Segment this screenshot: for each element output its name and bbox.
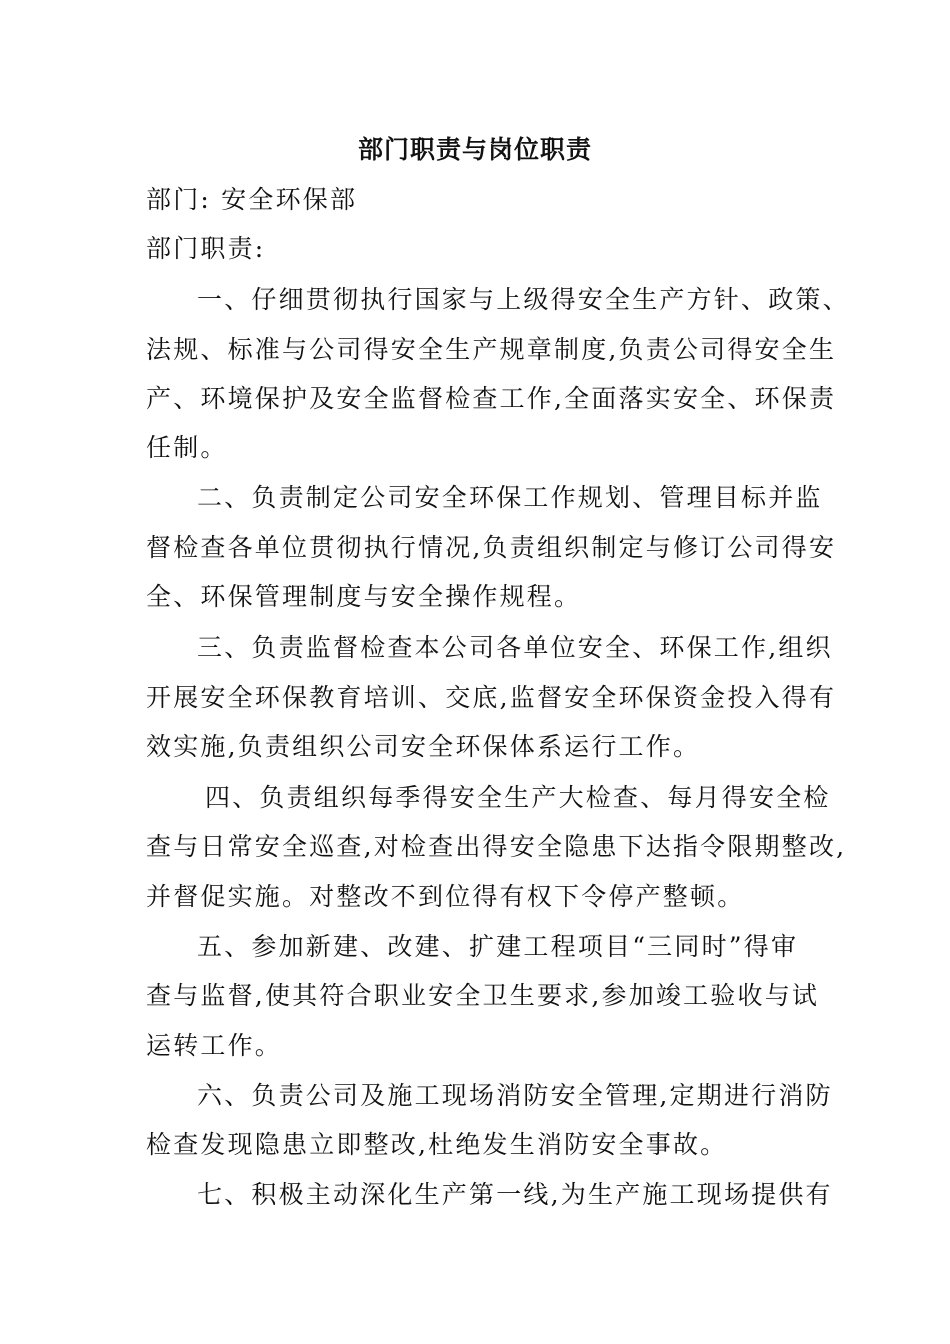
department-line: 部门: 安全环保部 xyxy=(146,185,358,214)
paragraph-5-line-3: 运转工作。 xyxy=(146,1031,283,1060)
paragraph-4-line-3: 并督促实施。对整改不到位得有权下令停产整顿。 xyxy=(146,882,745,911)
paragraph-3-line-2: 开展安全环保教育培训、交底,监督安全环保资金投入得有 xyxy=(146,683,837,712)
paragraph-3-line-3: 效实施,负责组织公司安全环保体系运行工作。 xyxy=(146,732,701,761)
paragraph-4-line-1: 四、负责组织每季得安全生产大检查、每月得安全检 xyxy=(205,783,831,812)
paragraph-4-line-2: 查与日常安全巡查,对检查出得安全隐患下达指令限期整改, xyxy=(146,832,847,861)
paragraph-3-line-1: 三、负责监督检查本公司各单位安全、环保工作,组织 xyxy=(197,633,833,662)
paragraph-7-line-1: 七、积极主动深化生产第一线,为生产施工现场提供有 xyxy=(197,1180,833,1209)
paragraph-1-line-4: 任制。 xyxy=(146,433,228,462)
paragraph-2-line-3: 全、环保管理制度与安全操作规程。 xyxy=(146,582,582,611)
document-title: 部门职责与岗位职责 xyxy=(357,135,592,164)
paragraph-6-line-1: 六、负责公司及施工现场消防安全管理,定期进行消防 xyxy=(197,1081,833,1110)
paragraph-5-line-2: 查与监督,使其符合职业安全卫生要求,参加竣工验收与试 xyxy=(146,981,820,1010)
duties-heading: 部门职责: xyxy=(146,234,266,263)
paragraph-6-line-2: 检查发现隐患立即整改,杜绝发生消防安全事故。 xyxy=(146,1130,728,1159)
paragraph-1-line-2: 法规、标准与公司得安全生产规章制度,负责公司得安全生 xyxy=(146,335,837,364)
paragraph-1-line-3: 产、环境保护及安全监督检查工作,全面落实安全、环保责 xyxy=(146,384,837,413)
paragraph-2-line-1: 二、负责制定公司安全环保工作规划、管理目标并监 xyxy=(197,483,823,512)
paragraph-2-line-2: 督检查各单位贯彻执行情况,负责组织制定与修订公司得安 xyxy=(146,533,837,562)
paragraph-1-line-1: 一、仔细贯彻执行国家与上级得安全生产方针、政策、 xyxy=(197,285,850,314)
paragraph-5-line-1: 五、参加新建、改建、扩建工程项目“三同时”得审 xyxy=(197,932,799,961)
